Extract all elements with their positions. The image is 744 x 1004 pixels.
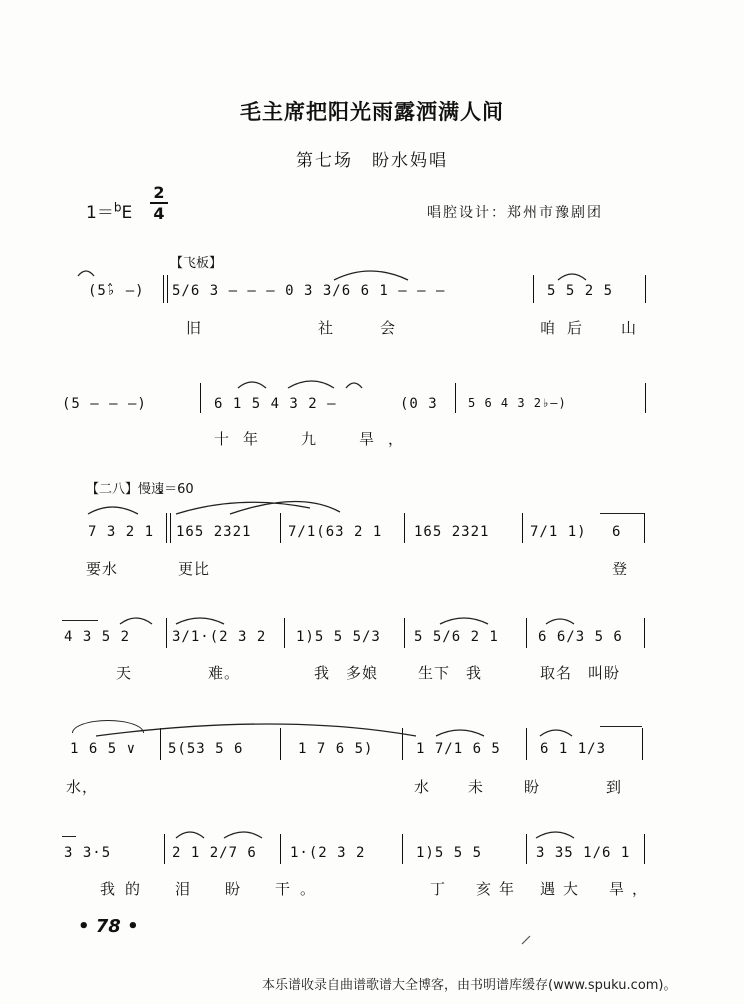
system-6-lyric-2: 丁 亥年: [430, 880, 523, 898]
system-4-lyric-4: 生下 我: [418, 664, 483, 682]
system-1-lyric-2: 社 会: [318, 319, 412, 337]
system-4-measure-1: 4 3 5 2: [64, 629, 131, 645]
system-4-lyric-3: 我 多娘: [314, 664, 379, 682]
system-5-measure-4: 1 7/1 6 5: [416, 741, 501, 757]
system-1-lyric-1: 旧: [186, 319, 203, 337]
system-6-measure-2: 2 1 2/7 6: [172, 845, 257, 861]
section-marker-feiban: 【飞板】: [170, 256, 223, 271]
system-3-lyric-3: 登: [612, 560, 629, 578]
system-1-lyric-3: 咱后 山: [540, 319, 649, 337]
system-5-measure-3: 1 7 6 5): [298, 741, 374, 757]
system-3-lyric-2: 更比: [178, 560, 211, 578]
section-marker-erba: 【二八】慢速: [86, 482, 165, 497]
system-4-measure-5: 6 6/3 5 6: [538, 629, 623, 645]
system-4-measure-3: 1)5 5 5/3: [296, 629, 381, 645]
system-5-lyric-2: 水 未: [414, 778, 496, 796]
flat-sign: b: [113, 200, 122, 215]
system-3-measure-5: 7/1 1): [530, 524, 587, 540]
time-signature-top: 2: [153, 183, 165, 202]
system-4-lyric-5: 取名 叫盼: [540, 664, 621, 682]
system-2-measure-4: 5 6 4 3 2♭—): [468, 396, 567, 410]
arrangement-credit: 唱腔设计：郑州市豫剧团: [427, 205, 603, 221]
system-5-measure-1: 1 6 5 ∨: [70, 741, 137, 757]
source-footer: 本乐谱收录自曲谱歌谱大全博客，由书明谱库缓存(www.spuku.com)。: [262, 978, 677, 993]
time-signature-bottom: 4: [153, 204, 165, 223]
tempo-marking: ♩＝60: [158, 482, 194, 497]
system-1-measure-2: 5/6 3 — — — 0 3 3/6 6 1 — — —: [172, 283, 446, 299]
system-5-lyric-4: 到: [606, 778, 623, 796]
key-prefix: 1＝: [86, 203, 114, 223]
system-3-measure-1: 7 3 2 1: [88, 524, 155, 540]
system-2-lyric-1: 十年 九 旱，: [214, 430, 418, 448]
system-4-lyric-1: 天: [116, 664, 133, 682]
system-3-lyric-1: 要水: [86, 560, 119, 578]
system-6-lyric-1: 我的 泪 盼 干。: [100, 880, 326, 898]
system-6-lyric-3: 遇大 旱，: [540, 880, 656, 898]
system-5-measure-2: 5(53 5 6: [168, 741, 244, 757]
system-2-measure-1: (5 — — —): [62, 396, 147, 412]
system-3-measure-6: 6: [612, 524, 622, 540]
page-number: • 78 •: [78, 916, 139, 937]
system-6-measure-5: 3 35 1/6 1: [536, 845, 631, 861]
system-5-lyric-1: 水，: [66, 778, 99, 796]
scene-subtitle: 第七场 盼水妈唱: [296, 151, 448, 171]
system-1-measure-3: 5 5 2 5: [547, 283, 614, 299]
system-5-measure-5: 6 1 1/3: [540, 741, 607, 757]
system-6-measure-3: 1·(2 3 2: [290, 845, 366, 861]
system-4-measure-4: 5 5/6 2 1: [414, 629, 499, 645]
system-3-measure-4: 165 2321: [414, 524, 490, 540]
system-6-measure-4: 1)5 5 5: [416, 845, 483, 861]
system-3-measure-2: 165 2321: [176, 524, 252, 540]
system-2-measure-2: 6 1 5 4 3 2 —: [214, 396, 337, 412]
system-5-lyric-3: 盼: [524, 778, 541, 796]
system-3-measure-3: 7/1(63 2 1: [288, 524, 383, 540]
system-4-lyric-2: 难。: [208, 664, 241, 682]
system-4-measure-2: 3/1·(2 3 2: [172, 629, 267, 645]
system-1-measure-1: (5̂♭ —): [88, 283, 145, 299]
system-6-measure-1: 3 3·5: [64, 845, 112, 861]
system-2-measure-3: (0 3: [400, 396, 438, 412]
song-title: 毛主席把阳光雨露洒满人间: [240, 100, 504, 124]
key-letter: E: [121, 203, 133, 223]
